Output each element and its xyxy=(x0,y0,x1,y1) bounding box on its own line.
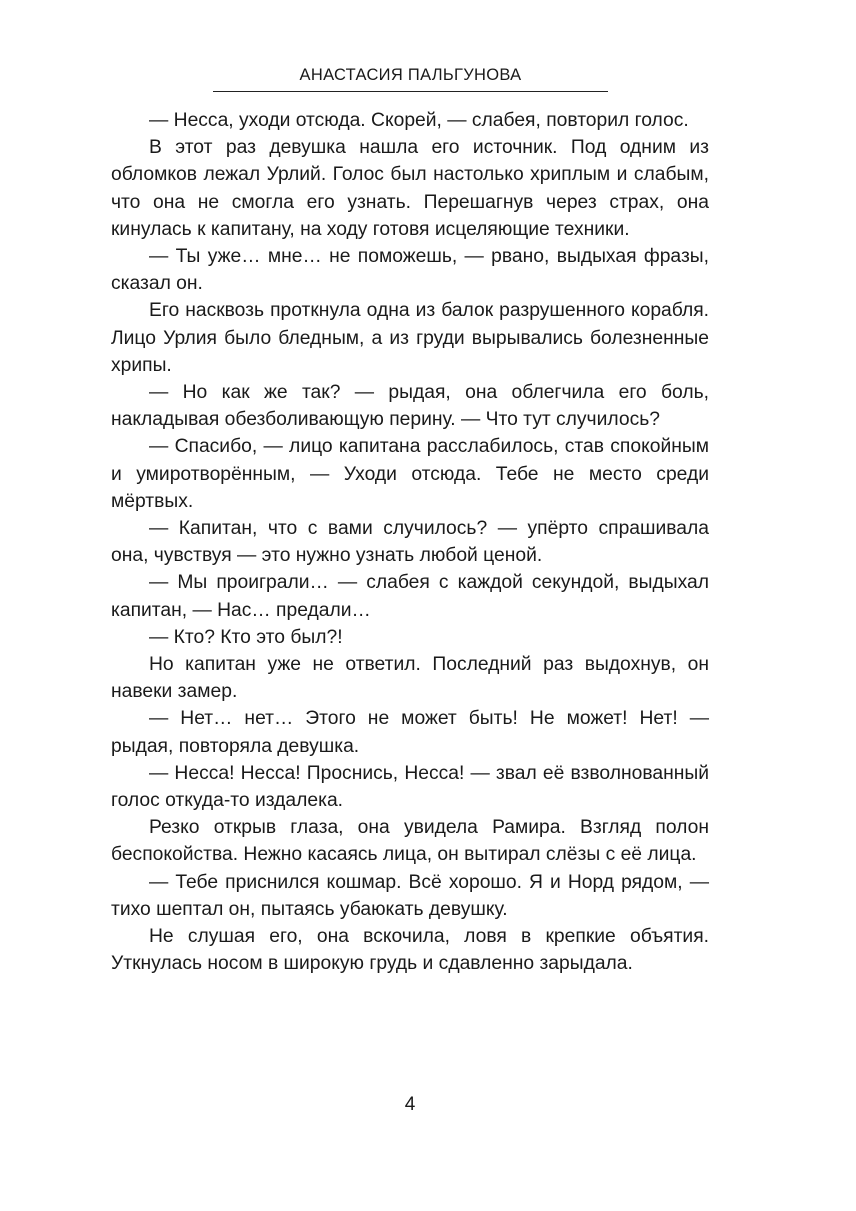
paragraph: В этот раз девушка нашла его источник. Под одним из обломков лежал Урлий. Голос был настолько хриплым и слабым, что она не смогла его узнать. Перешагнув через страх, она кинулась к капитану, на ходу готовя исцеляющие техники. xyxy=(111,137,709,240)
paragraph: — Спасибо, — лицо капитана расслабилось, став спокойным и умиротворённым, — Уходи отсюда. Тебе не место среди мёртвых. xyxy=(111,436,709,512)
paragraph: — Нет… нет… Этого не может быть! Не может! Нет! — рыдая, повторяла девушка. xyxy=(111,708,709,757)
page-number: 4 xyxy=(404,1094,416,1115)
paragraph: — Ты уже… мне… не поможешь, — рвано, выдыхая фразы, сказал он. xyxy=(111,246,709,295)
paragraph: — Несса! Несса! Проснись, Несса! — звал её взволнованный голос откуда-то издалека. xyxy=(111,762,709,812)
paragraph: — Несса, уходи отсюда. Скорей, — слабея, повторил голос. xyxy=(149,110,689,131)
paragraph: — Но как же так? — рыдая, она облегчила его боль, накладывая обезболивающую перину. — Что тут случилось? xyxy=(111,382,709,431)
paragraph: Резко открыв глаза, она увидела Рамира. Взгляд полон беспокойства. Нежно касаясь лица, он вытирал слёзы с её лица. xyxy=(111,817,709,866)
paragraph: — Тебе приснился кошмар. Всё хорошо. Я и Норд рядом, — тихо шептал он, пытаясь убаюкать девушку. xyxy=(111,871,709,920)
paragraph: — Мы проиграли… — слабея с каждой секундой, выдыхал капитан, — Нас… предали… xyxy=(111,572,709,621)
paragraph: Но капитан уже не ответил. Последний раз выдохнув, он навеки замер. xyxy=(111,654,709,703)
paragraph: — Капитан, что с вами случилось? — упёрто спрашивала она, чувствуя — это нужно узнать любой ценой. xyxy=(111,518,709,567)
running-header: АНАСТАСИЯ ПАЛЬГУНОВА xyxy=(213,62,608,92)
chapter-text xyxy=(111,107,709,978)
paragraph: Не слушая его, она вскочила, ловя в крепкие объятия. Уткнулась носом в широкую грудь и сдавленно зарыдала. xyxy=(111,926,709,975)
paragraph: — Кто? Кто это был?! xyxy=(149,626,343,648)
paragraph: Его насквозь проткнула одна из балок разрушенного корабля. Лицо Урлия было бледным, а из груди вырывались болезненные хрипы. xyxy=(111,300,709,376)
